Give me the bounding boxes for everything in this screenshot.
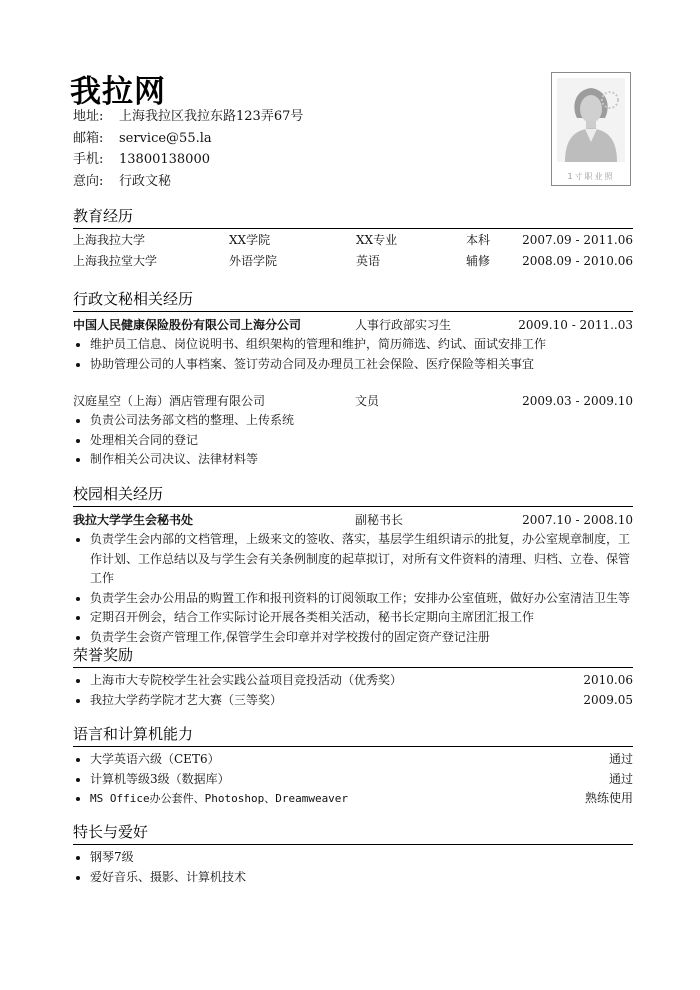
list-item: 负责学生会内部的文档管理，上级来文的签收、落实，基层学生组织请示的批复，办公室规章制度，工作计划、工作总结以及与学生会有关条例制度的起草拟订，对所有文件资料的清理、归档、立卷、保管工作 [73, 530, 633, 589]
education-row [73, 231, 633, 250]
section-divider [73, 844, 633, 845]
section-divider [73, 667, 633, 668]
award-date: 2010.06 [583, 673, 633, 687]
awards-section [73, 645, 633, 710]
skills-section [73, 724, 633, 809]
skills-title: 语言和计算机能力 [73, 725, 194, 743]
list-item [73, 789, 633, 809]
list-item: 定期召开例会，结合工作实际讨论开展各类相关活动，秘书长定期向主席团汇报工作 [73, 608, 633, 628]
list-item [73, 691, 633, 711]
college: 外语学院 [229, 254, 278, 268]
email-value: service@55.la [119, 130, 212, 146]
job-org: 中国人民健康保险股份有限公司上海分公司 [73, 318, 302, 332]
intent-label: 意向: [73, 173, 104, 189]
skill-level: 通过 [608, 752, 633, 766]
email-row [73, 128, 303, 150]
school: 上海我拉大学 [73, 233, 146, 247]
list-item [73, 750, 633, 770]
hobbies-section [73, 822, 633, 887]
period: 2008.09 - 2010.06 [522, 254, 633, 268]
job-role: 文员 [355, 394, 380, 408]
address-label: 地址: [73, 109, 104, 124]
degree: 辅修 [466, 254, 491, 268]
phone-row [73, 149, 303, 171]
job-date: 2007.10 - 2008.10 [522, 513, 633, 527]
skill-text: MS Office办公套件、Photoshop、Dreamweaver [90, 792, 349, 805]
period: 2007.09 - 2011.06 [522, 233, 633, 247]
skills-list [73, 750, 633, 809]
job-org: 汉庭星空（上海）酒店管理有限公司 [73, 394, 266, 408]
job-org: 我拉大学学生会秘书处 [73, 513, 194, 527]
contact-info [73, 106, 303, 192]
skill-level: 通过 [608, 771, 633, 786]
list-item: 制作相关公司决议、法律材料等 [73, 450, 633, 470]
awards-title: 荣誉奖励 [73, 646, 134, 664]
degree: 本科 [466, 233, 491, 247]
college: XX学院 [229, 233, 271, 247]
list-item [73, 770, 633, 790]
job-header [73, 391, 633, 411]
award-date: 2009.05 [583, 692, 633, 707]
section-divider [73, 506, 633, 507]
email-label: 邮箱: [73, 130, 104, 146]
job-header [73, 315, 633, 335]
address-row [73, 106, 303, 128]
campus-section [73, 484, 633, 647]
resume-name: 我拉网 [70, 74, 166, 110]
awards-list [73, 671, 633, 710]
intent-value: 行政文秘 [119, 173, 172, 189]
campus-title: 校园相关经历 [73, 485, 164, 503]
skill-level: 熟练使用 [584, 791, 633, 805]
campus-bullets [73, 530, 633, 647]
photo-placeholder [551, 72, 631, 186]
job-date: 2009.10 - 2011..03 [518, 318, 633, 332]
hobbies-title: 特长与爱好 [73, 823, 149, 841]
section-divider [73, 228, 633, 229]
list-item: 负责学生会资产管理工作,保管学生会印章并对学校拨付的固定资产登记注册 [73, 628, 633, 648]
work-section [73, 289, 633, 470]
address-value: 上海我拉区我拉东路123弄67号 [119, 109, 304, 124]
skill-text: 计算机等级3级（数据库） [90, 771, 230, 786]
award-text: 上海市大专院校学生社会实践公益项目竞投活动（优秀奖） [90, 673, 403, 687]
skill-text: 大学英语六级（CET6） [90, 752, 220, 766]
phone-value: 13800138000 [119, 152, 210, 167]
list-item: 负责学生会办公用品的购置工作和报刊资料的订阅领取工作；安排办公室值班，做好办公室清洁卫生等 [73, 589, 633, 609]
list-item: 钢琴7级 [73, 848, 633, 868]
school: 上海我拉堂大学 [73, 254, 158, 268]
section-divider [73, 746, 633, 747]
work-title: 行政文秘相关经历 [73, 290, 194, 308]
major: XX专业 [356, 233, 398, 247]
job-role: 人事行政部实习生 [355, 318, 452, 332]
award-text: 我拉大学药学院才艺大赛（三等奖） [90, 692, 283, 707]
job-role: 副秘书长 [355, 513, 404, 527]
education-row [73, 252, 633, 271]
section-divider [73, 311, 633, 312]
list-item: 负责公司法务部文档的整理、上传系统 [73, 411, 633, 431]
list-item: 爱好音乐、摄影、计算机技术 [73, 868, 633, 888]
phone-label: 手机: [73, 152, 104, 167]
job-bullets [73, 411, 633, 470]
job-bullets [73, 335, 633, 374]
education-title: 教育经历 [73, 207, 134, 225]
person-silhouette-icon [557, 78, 625, 162]
education-section [73, 206, 633, 271]
list-item: 维护员工信息、岗位说明书、组织架构的管理和维护，简历筛选、约试、面试安排工作 [73, 335, 633, 355]
hobbies-list [73, 848, 633, 887]
photo-caption: 1寸职业照 [567, 172, 615, 181]
job-date: 2009.03 - 2009.10 [522, 394, 633, 408]
list-item [73, 671, 633, 691]
list-item: 协助管理公司的人事档案、签订劳动合同及办理员工社会保险、医疗保险等相关事宜 [73, 355, 633, 375]
list-item: 处理相关合同的登记 [73, 431, 633, 451]
job-header [73, 510, 633, 530]
major: 英语 [356, 254, 381, 268]
intent-row [73, 171, 303, 193]
